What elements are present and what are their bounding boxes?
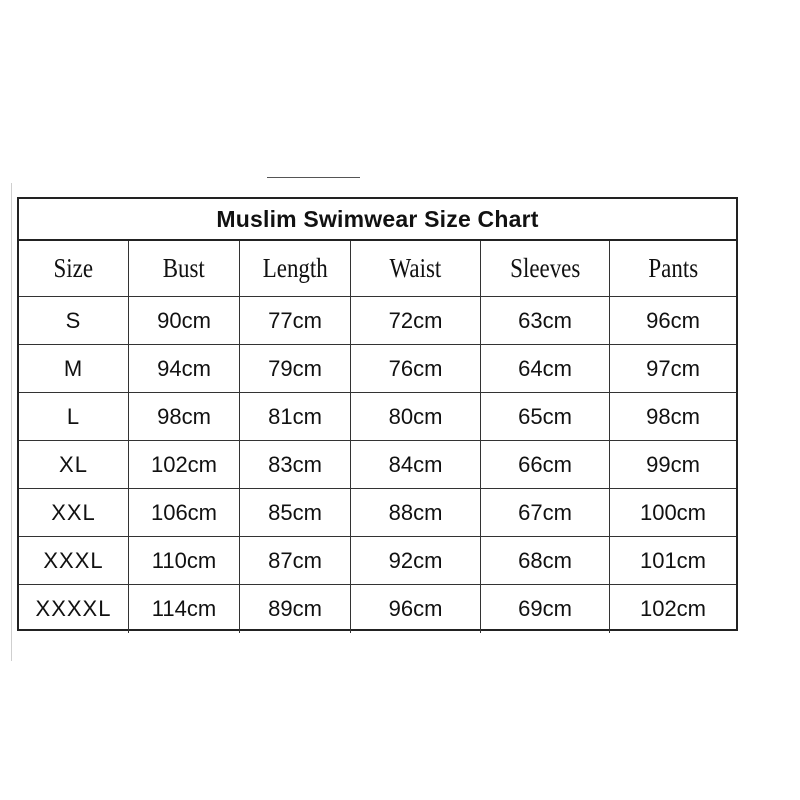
measurement-cell: 88cm xyxy=(351,489,481,537)
measurement-cell: 106cm xyxy=(129,489,240,537)
size-grid xyxy=(19,241,736,633)
column-header-label: Sleeves xyxy=(509,253,581,283)
measurement-cell: 68cm xyxy=(481,537,610,585)
measurement-cell: 72cm xyxy=(351,297,481,345)
measurement-cell: 96cm xyxy=(610,297,736,345)
measurement-cell: 69cm xyxy=(481,585,610,633)
measurement-cell: 80cm xyxy=(351,393,481,441)
column-header-label: Length xyxy=(262,253,328,283)
measurement-cell: 98cm xyxy=(129,393,240,441)
measurement-cell: 83cm xyxy=(240,441,351,489)
size-label-cell: XXL xyxy=(19,489,129,537)
measurement-cell: 65cm xyxy=(481,393,610,441)
chart-title: Muslim Swimwear Size Chart xyxy=(216,205,539,232)
measurement-cell: 98cm xyxy=(610,393,736,441)
column-header-label: Waist xyxy=(389,253,442,283)
measurement-cell: 77cm xyxy=(240,297,351,345)
column-header-3 xyxy=(351,241,481,297)
measurement-cell: 90cm xyxy=(129,297,240,345)
measurement-cell: 89cm xyxy=(240,585,351,633)
measurement-cell: 87cm xyxy=(240,537,351,585)
column-header-label: Size xyxy=(53,253,94,283)
column-header-label: Bust xyxy=(162,253,206,283)
size-chart-table xyxy=(17,197,738,631)
measurement-cell: 79cm xyxy=(240,345,351,393)
column-header-4 xyxy=(481,241,610,297)
size-label-cell: XXXL xyxy=(19,537,129,585)
size-label-cell: XXXXL xyxy=(19,585,129,633)
image-edge-line xyxy=(11,183,12,661)
size-label-cell: L xyxy=(19,393,129,441)
measurement-cell: 67cm xyxy=(481,489,610,537)
measurement-cell: 110cm xyxy=(129,537,240,585)
measurement-cell: 84cm xyxy=(351,441,481,489)
measurement-cell: 66cm xyxy=(481,441,610,489)
column-header-2 xyxy=(240,241,351,297)
column-header-5 xyxy=(610,241,736,297)
measurement-cell: 81cm xyxy=(240,393,351,441)
measurement-cell: 102cm xyxy=(129,441,240,489)
measurement-cell: 99cm xyxy=(610,441,736,489)
column-header-0 xyxy=(19,241,129,297)
measurement-cell: 85cm xyxy=(240,489,351,537)
column-header-label: Pants xyxy=(648,253,698,283)
size-label-cell: XL xyxy=(19,441,129,489)
decorative-rule xyxy=(267,177,360,178)
size-label-cell: M xyxy=(19,345,129,393)
measurement-cell: 97cm xyxy=(610,345,736,393)
measurement-cell: 114cm xyxy=(129,585,240,633)
measurement-cell: 102cm xyxy=(639,596,707,621)
title-row xyxy=(19,199,736,241)
measurement-cell: 100cm xyxy=(610,489,736,537)
column-header-1 xyxy=(129,241,240,297)
measurement-cell: 94cm xyxy=(129,345,240,393)
measurement-cell: 64cm xyxy=(481,345,610,393)
measurement-cell: 101cm xyxy=(610,537,736,585)
measurement-cell: 96cm xyxy=(351,585,481,633)
measurement-cell: 92cm xyxy=(351,537,481,585)
size-label-cell: S xyxy=(19,297,129,345)
measurement-cell: 63cm xyxy=(481,297,610,345)
measurement-cell: 76cm xyxy=(351,345,481,393)
